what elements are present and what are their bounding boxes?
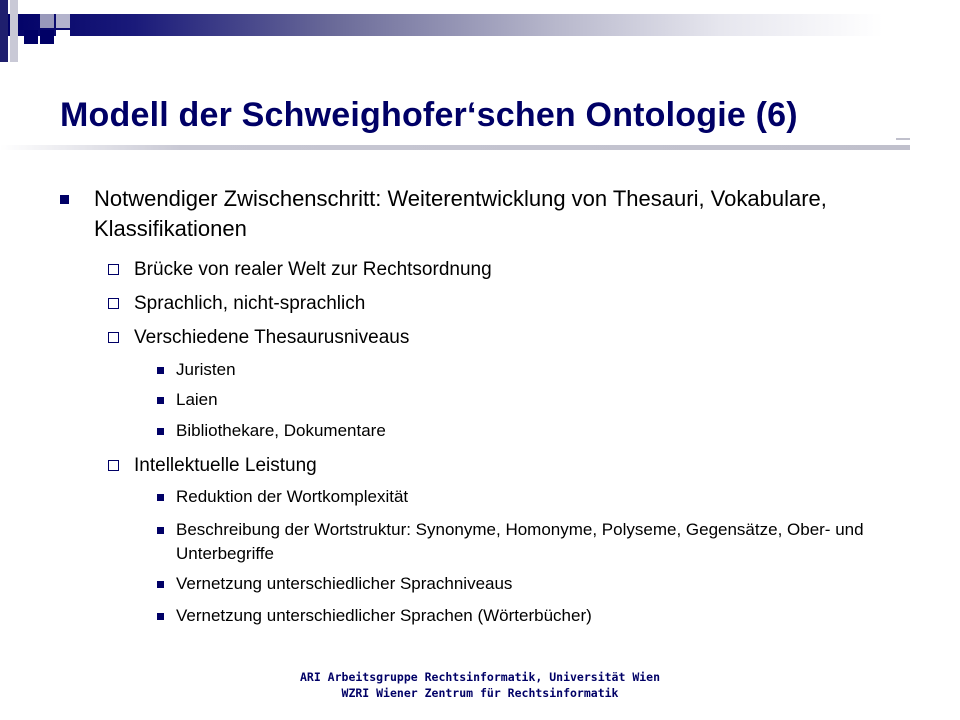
header-square-decoration xyxy=(24,30,38,44)
sub-sub-bullet-text: Vernetzung unterschiedlicher Sprachniveaus xyxy=(176,574,513,593)
small-square-bullet-icon xyxy=(157,367,164,374)
sub-sub-bullet-text: Reduktion der Wortkomplexität xyxy=(176,487,409,506)
slide-title: Modell der Schweighofer‘schen Ontologie (6) xyxy=(60,96,798,134)
header-square-decoration xyxy=(40,14,54,28)
sub-sub-bullet-text: Vernetzung unterschiedlicher Sprachen (Wörterbücher) xyxy=(176,606,592,625)
hollow-square-bullet-icon xyxy=(108,460,119,471)
hollow-square-bullet-icon xyxy=(108,332,119,343)
title-underline xyxy=(0,145,910,150)
sub-bullet-text: Sprachlich, nicht-sprachlich xyxy=(134,293,366,314)
sub-bullet-text: Intellektuelle Leistung xyxy=(134,455,317,476)
footer-line-1: ARI Arbeitsgruppe Rechtsinformatik, Universität Wien xyxy=(299,670,661,684)
header-vertical-bar-light xyxy=(10,0,18,62)
title-underline-accent xyxy=(896,138,910,140)
small-square-bullet-icon xyxy=(157,428,164,435)
hollow-square-bullet-icon xyxy=(108,264,119,275)
footer-line-2: WZRI Wiener Zentrum für Rechtsinformatik xyxy=(341,686,619,700)
small-square-bullet-icon xyxy=(157,581,164,588)
sub-bullet-text: Brücke von realer Welt zur Rechtsordnung xyxy=(134,259,492,280)
sub-bullet-text: Verschiedene Thesaurusniveaus xyxy=(134,327,410,348)
header-vertical-bar xyxy=(0,0,8,62)
header-square-decoration xyxy=(40,30,54,44)
sub-sub-bullet-text: Beschreibung der Wortstruktur: Synonyme, Homonyme, Polyseme, Gegensätze, Ober- und Unterbegriffe xyxy=(176,520,864,563)
small-square-bullet-icon xyxy=(157,527,164,534)
small-square-bullet-icon xyxy=(157,613,164,620)
small-square-bullet-icon xyxy=(157,397,164,404)
hollow-square-bullet-icon xyxy=(108,298,119,309)
bullet-square-icon xyxy=(60,195,69,204)
sub-sub-bullet-text: Laien xyxy=(176,390,218,409)
header-gradient-bar xyxy=(0,14,960,36)
sub-sub-bullet-text: Bibliothekare, Dokumentare xyxy=(176,421,386,440)
small-square-bullet-icon xyxy=(157,494,164,501)
main-bullet-text: Notwendiger Zwischenschritt: Weiterentwicklung von Thesauri, Vokabulare, Klassifikationen xyxy=(94,186,827,241)
sub-sub-bullet-text: Juristen xyxy=(176,360,236,379)
header-square-decoration xyxy=(56,14,70,28)
header-square-decoration xyxy=(56,30,70,44)
